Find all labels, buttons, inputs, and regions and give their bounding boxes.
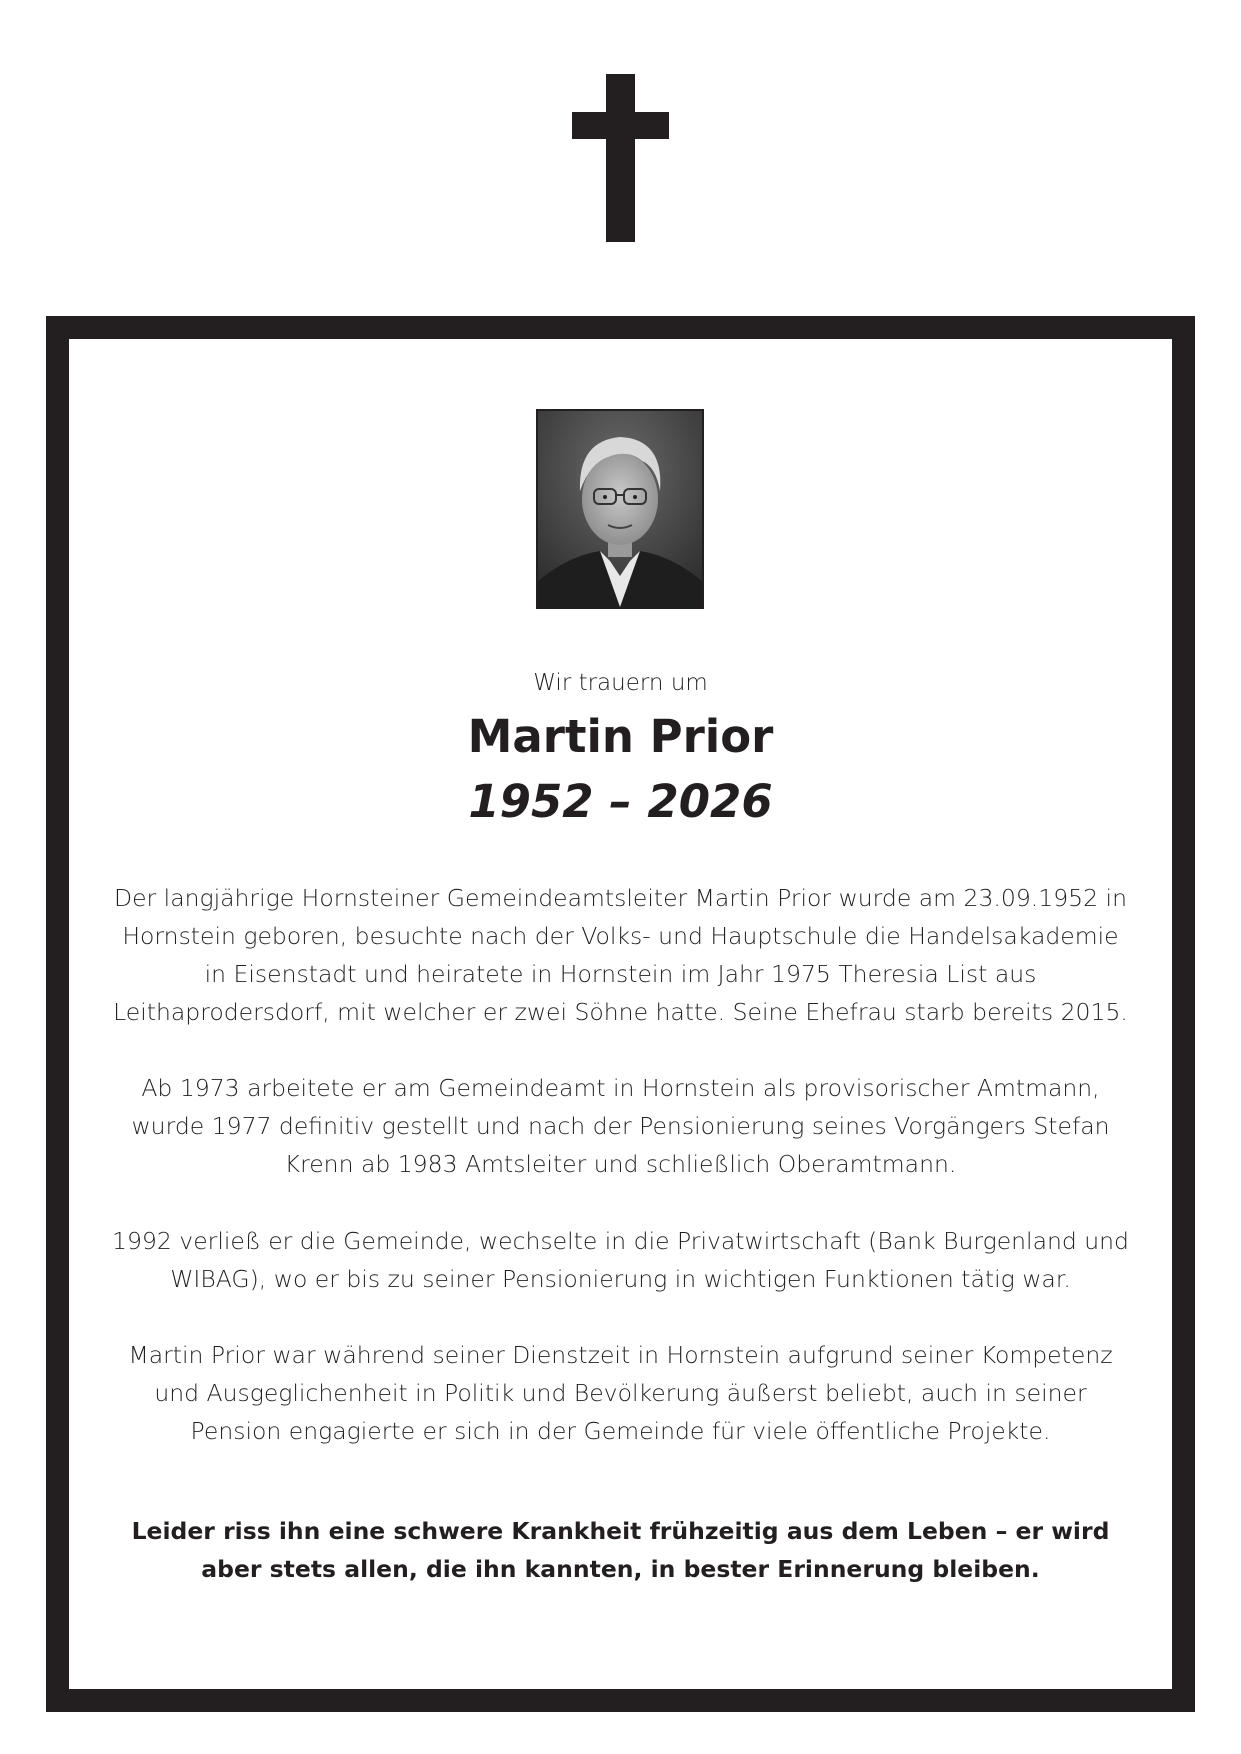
cross-horizontal-bar xyxy=(572,112,669,139)
deceased-name: Martin Prior xyxy=(467,710,774,763)
cross-vertical-bar xyxy=(606,74,635,242)
portrait-photo xyxy=(536,409,704,609)
cross-icon xyxy=(0,0,1241,260)
intro-line: Wir trauern um xyxy=(533,670,708,696)
private-sector-paragraph: 1992 verließ er die Gemeinde, wechselte in die Privatwirtschaft (Bank Burgenland und WIBAG), wo er bis zu seiner Pensionierung in wichtigen Funktionen tätig war. xyxy=(112,1227,1129,1293)
closing-statement: Leider riss ihn eine schwere Krankheit frühzeitig aus dem Leben – er wird aber stets allen, die ihn kannten, in bester Erinnerung bleiben. xyxy=(131,1517,1110,1583)
career-paragraph: Ab 1973 arbeitete er am Gemeindeamt in Hornstein als provisorischer Amtmann, wurde 1977 definitiv gestellt und nach der Pensionierung seines Vorgängers Stefan Krenn ab 1983 Amtsleiter und schließlich Oberamtmann. xyxy=(131,1074,1110,1178)
portrait-illustration xyxy=(538,411,702,607)
tribute-paragraph: Martin Prior war während seiner Dienstzeit in Hornstein aufgrund seiner Kompetenz und Ausgeglichenheit in Politik und Bevölkerung äußerst beliebt, auch in seiner Pension engagierte er sich in der Gemeinde für viele öffentliche Projekte. xyxy=(128,1341,1113,1445)
biography-paragraph: Der langjährige Hornsteiner Gemeindeamtsleiter Martin Prior wurde am 23.09.1952 in Hornstein geboren, besuchte nach der Volks- und Hauptschule die Handelsakademie in Eisenstadt und heiratete in Hornstein im Jahr 1975 Theresia List aus Leithaprodersdorf, mit welcher er zwei Söhne hatte. Seine Ehefrau starb bereits 2015. xyxy=(113,884,1128,1026)
life-years: 1952 – 2026 xyxy=(468,775,773,828)
